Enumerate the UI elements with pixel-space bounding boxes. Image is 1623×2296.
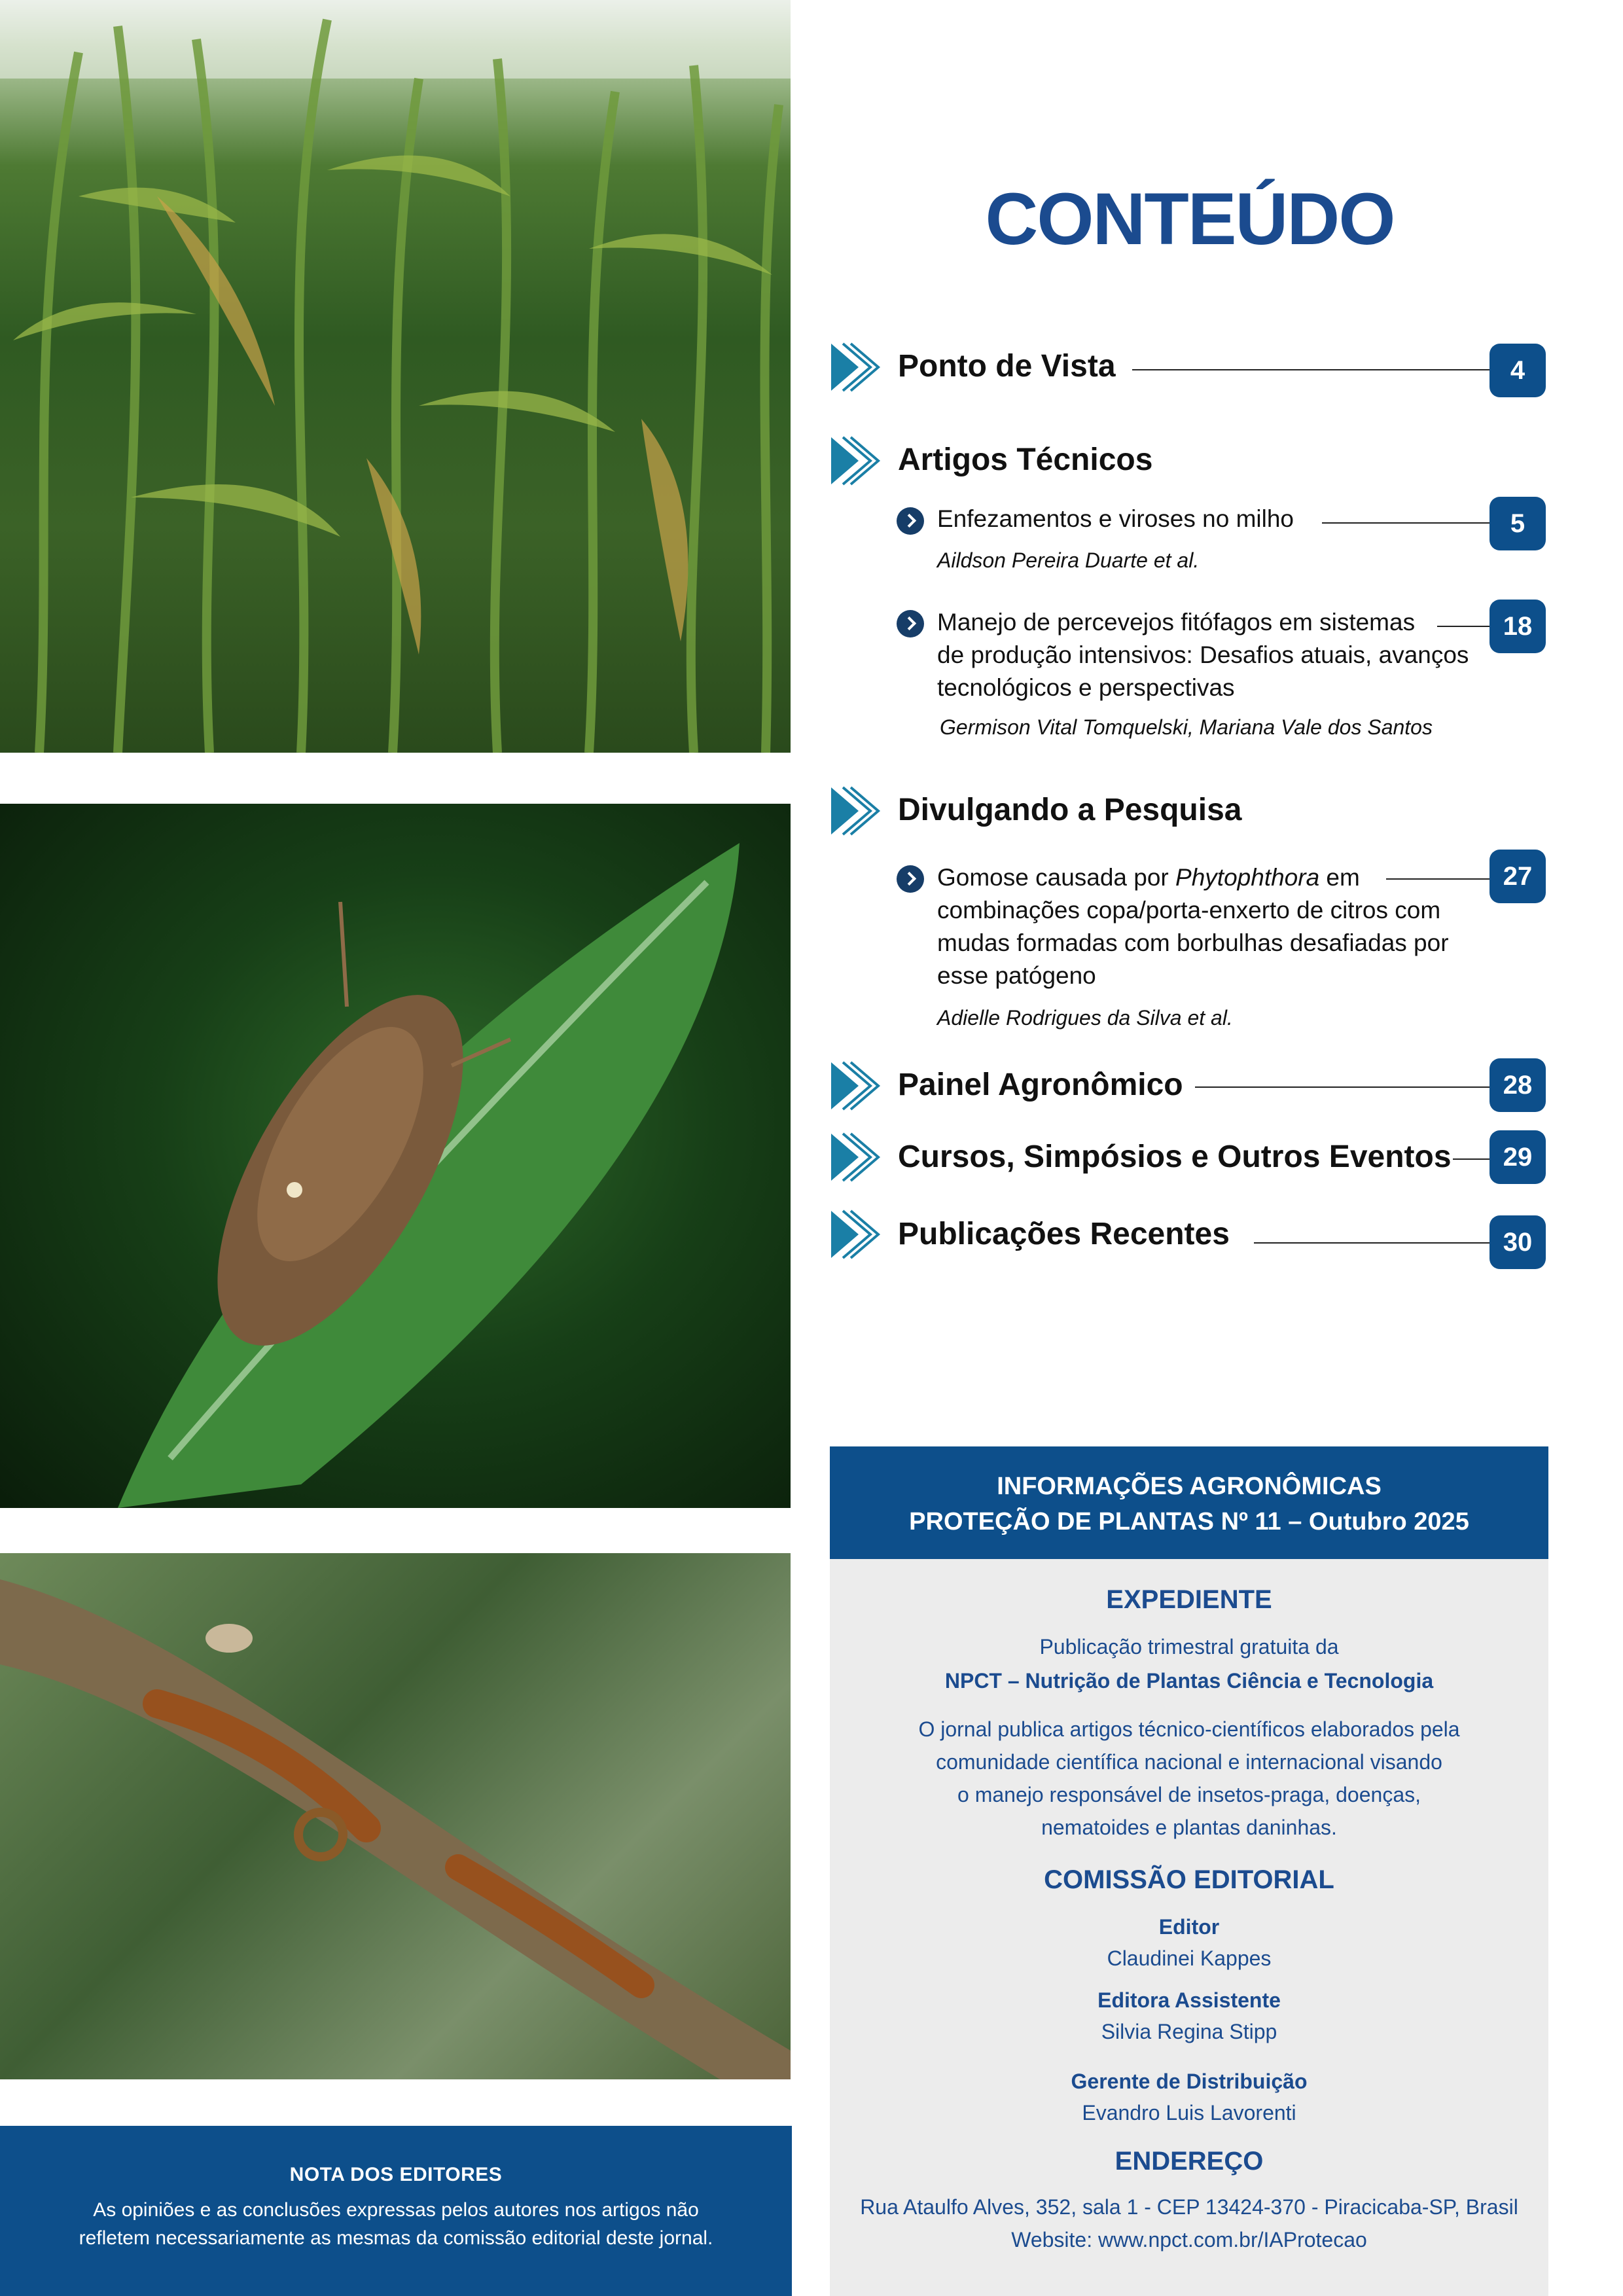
section-cursos-simposios[interactable]: Cursos, Simpósios e Outros Eventos [898, 1139, 1452, 1174]
chevron-right-icon [897, 610, 924, 637]
article-title-text: Gomose causada por [937, 864, 1176, 891]
address-title: ENDEREÇO [1115, 2147, 1264, 2176]
stink-bug-illustration [0, 804, 791, 1508]
double-chevron-icon [830, 785, 882, 837]
stink-bug-photo [0, 804, 791, 1508]
masthead-panel [830, 1559, 1548, 2296]
editors-note-title: NOTA DOS EDITORES [289, 2164, 503, 2185]
article-author: Germison Vital Tomquelski, Mariana Vale dos Santos [940, 715, 1433, 739]
article-title-line[interactable]: esse patógeno [937, 962, 1096, 989]
double-chevron-icon [830, 1131, 882, 1183]
page-badge-publicacoes[interactable]: 30 [1489, 1215, 1546, 1269]
section-ponto-de-vista[interactable]: Ponto de Vista [898, 349, 1116, 384]
section-publicacoes-recentes[interactable]: Publicações Recentes [898, 1217, 1230, 1251]
journal-name: INFORMAÇÕES AGRONÔMICAS [997, 1473, 1382, 1500]
expediente-title: EXPEDIENTE [1106, 1585, 1272, 1614]
corn-field-photo [0, 0, 791, 753]
article-author: Adielle Rodrigues da Silva et al. [937, 1006, 1233, 1030]
address-text: Rua Ataulfo Alves, 352, sala 1 - CEP 13424-370 - Piracicaba-SP, Brasil [860, 2195, 1518, 2219]
article-title-line[interactable]: Manejo de percevejos fitófagos em sistemas [937, 609, 1416, 636]
article-title-line[interactable]: tecnológicos e perspectivas [937, 674, 1235, 701]
description-line-4: nematoides e plantas daninhas. [1041, 1816, 1337, 1839]
corn-field-illustration [0, 0, 791, 753]
journal-header-box [830, 1446, 1548, 1559]
editors-note-box [0, 2126, 792, 2296]
article-title-line[interactable]: mudas formadas com borbulhas desafiadas por [937, 929, 1449, 956]
chevron-right-icon [897, 865, 924, 893]
assistant-editor-label: Editora Assistente [1097, 1988, 1281, 2012]
expediente-line-2: NPCT – Nutrição de Plantas Ciência e Tecnologia [944, 1669, 1434, 1693]
page-badge-article-1[interactable]: 5 [1489, 497, 1546, 550]
distribution-manager-label: Gerente de Distribuição [1071, 2070, 1308, 2093]
leader-line [1195, 1086, 1489, 1088]
citrus-branch-illustration [0, 1553, 791, 2079]
leader-line [1132, 369, 1489, 370]
website-link[interactable]: Website: www.npct.com.br/IAProtecao [1011, 2228, 1367, 2251]
double-chevron-icon [830, 1208, 882, 1261]
double-chevron-icon [830, 341, 882, 393]
article-title-text: em [1319, 864, 1360, 891]
article-title-line[interactable]: combinações copa/porta-enxerto de citros com [937, 897, 1441, 924]
article-title-line[interactable] [937, 864, 1360, 891]
article-title-line[interactable]: Enfezamentos e viroses no milho [937, 505, 1294, 532]
page-badge-divulgando[interactable]: 27 [1489, 850, 1546, 903]
contents-title: CONTEÚDO [985, 178, 1395, 260]
description-line-1: O jornal publica artigos técnico-científicos elaborados pela [918, 1717, 1460, 1741]
comissao-title: COMISSÃO EDITORIAL [1044, 1865, 1334, 1894]
leader-line [1437, 626, 1489, 627]
editors-note-line-2: refletem necessariamente as mesmas da comissão editorial deste jornal. [79, 2227, 713, 2249]
page-badge-painel[interactable]: 28 [1489, 1058, 1546, 1112]
double-chevron-icon [830, 1060, 882, 1112]
leader-line [1453, 1158, 1489, 1160]
editor-label: Editor [1158, 1915, 1220, 1939]
leader-line [1322, 522, 1489, 524]
assistant-editor-name: Silvia Regina Stipp [1101, 2020, 1277, 2043]
pathogen-name: Phytophthora [1175, 864, 1320, 891]
page-badge-ponto-de-vista[interactable]: 4 [1489, 344, 1546, 397]
editors-note-line-1: As opiniões e as conclusões expressas pelos autores nos artigos não [93, 2199, 699, 2221]
chevron-right-icon [897, 507, 924, 535]
page-badge-article-2[interactable]: 18 [1489, 600, 1546, 653]
expediente-line-1: Publicação trimestral gratuita da [1039, 1635, 1339, 1659]
article-author: Aildson Pereira Duarte et al. [937, 548, 1200, 572]
section-painel-agronomico[interactable]: Painel Agronômico [898, 1067, 1183, 1102]
description-line-3: o manejo responsável de insetos-praga, doenças, [957, 1783, 1421, 1806]
leader-line [1386, 878, 1489, 880]
double-chevron-icon [830, 435, 882, 487]
leader-line [1254, 1242, 1489, 1244]
section-artigos-tecnicos[interactable]: Artigos Técnicos [898, 442, 1153, 477]
article-title-line[interactable]: de produção intensivos: Desafios atuais, avanços [937, 641, 1469, 668]
description-line-2: comunidade científica nacional e internacional visando [936, 1750, 1442, 1774]
distribution-manager-name: Evandro Luis Lavorenti [1082, 2101, 1296, 2125]
page-badge-cursos[interactable]: 29 [1489, 1130, 1546, 1184]
section-divulgando-a-pesquisa[interactable]: Divulgando a Pesquisa [898, 793, 1242, 827]
journal-issue: PROTEÇÃO DE PLANTAS Nº 11 – Outubro 2025 [909, 1508, 1469, 1535]
editor-name: Claudinei Kappes [1107, 1946, 1272, 1970]
gummosis-branch-photo [0, 1553, 791, 2079]
